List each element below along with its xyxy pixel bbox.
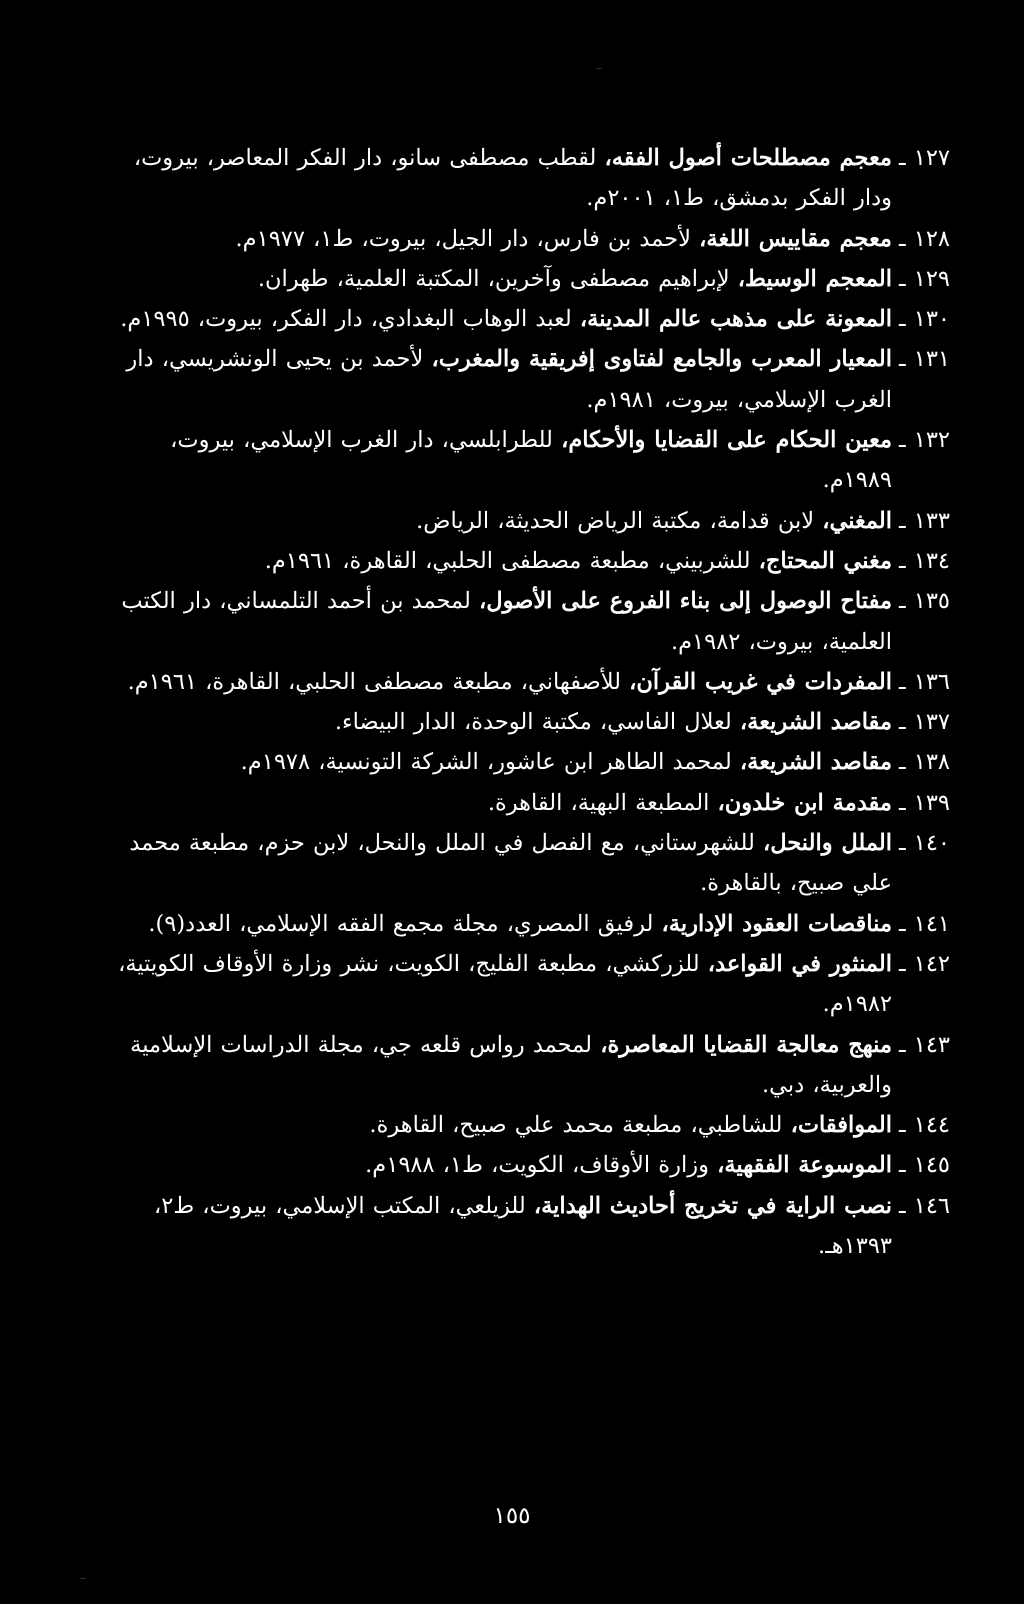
bibliography-entry xyxy=(112,1025,950,1106)
entry-number: ١٣٦ ـ xyxy=(898,668,950,695)
page-number: ١٥٥ xyxy=(493,1503,531,1529)
bibliography-entry xyxy=(112,219,950,259)
entry-number: ١٣٥ ـ xyxy=(898,588,950,615)
scan-speck xyxy=(80,1578,86,1579)
bibliography-entry xyxy=(112,501,950,541)
entry-title: المفردات في غريب القرآن، xyxy=(629,668,892,695)
entry-number: ١٣٤ ـ xyxy=(898,547,950,574)
bibliography-entry xyxy=(112,1145,950,1185)
entry-details: لمحمد بن أحمد التلمساني، دار الكتب العلمية، بيروت، ١٩٨٢م. xyxy=(121,588,892,655)
entry-details: لأحمد بن فارس، دار الجيل، بيروت، ط١، ١٩٧٧م. xyxy=(235,225,700,252)
bibliography-entry xyxy=(112,299,950,339)
entry-title: مغني المحتاج، xyxy=(758,547,892,574)
bibliography-entry xyxy=(112,742,950,782)
entry-details: لعبد الوهاب البغدادي، دار الفكر، بيروت، ١٩٩٥م. xyxy=(120,306,580,333)
bibliography-entry xyxy=(112,581,950,662)
entry-title: مناقصات العقود الإدارية، xyxy=(661,910,892,937)
bibliography-entry xyxy=(112,904,950,944)
entry-details: للشهرستاني، مع الفصل في الملل والنحل، لابن حزم، مطبعة محمد علي صبيح، بالقاهرة. xyxy=(129,830,892,897)
entry-number: ١٣٢ ـ xyxy=(898,427,950,454)
bibliography-entry xyxy=(112,823,950,904)
entry-title: معين الحكام على القضايا والأحكام، xyxy=(561,427,892,454)
entry-title: معجم مصطلحات أصول الفقه، xyxy=(604,145,892,171)
bibliography-list xyxy=(112,138,950,1266)
entry-title: المنثور في القواعد، xyxy=(707,950,892,977)
entry-title: مفتاح الوصول إلى بناء الفروع على الأصول، xyxy=(479,588,892,615)
entry-number: ١٢٩ ـ xyxy=(898,265,950,292)
entry-title: منهج معالجة القضايا المعاصرة، xyxy=(600,1031,892,1058)
entry-details: لمحمد رواس قلعه جي، مجلة الدراسات الإسلامية والعربية، دبي. xyxy=(130,1031,892,1098)
entry-details: لرفيق المصري، مجلة مجمع الفقه الإسلامي، العدد(٩). xyxy=(148,910,662,937)
entry-title: المعيار المعرب والجامع لفتاوى إفريقية والمغرب، xyxy=(431,346,892,373)
bibliography-entry xyxy=(112,420,950,501)
entry-number: ١٤٢ ـ xyxy=(898,950,950,977)
entry-details: وزارة الأوقاف، الكويت، ط١، ١٩٨٨م. xyxy=(365,1152,718,1179)
entry-title: مقاصد الشريعة، xyxy=(739,709,892,736)
bibliography-entry xyxy=(112,944,950,1025)
entry-number: ١٤٥ ـ xyxy=(898,1152,950,1179)
entry-number: ١٣٠ ـ xyxy=(898,306,950,333)
entry-title: معجم مقاييس اللغة، xyxy=(699,225,892,252)
entry-number: ١٣٨ ـ xyxy=(898,749,950,776)
bibliography-entry xyxy=(112,1186,950,1267)
entry-number: ١٤٤ ـ xyxy=(898,1112,950,1139)
bibliography-entry xyxy=(112,339,950,420)
entry-title: المعجم الوسيط، xyxy=(737,265,892,292)
entry-number: ١٢٧ ـ xyxy=(898,145,950,171)
entry-details: للشاطبي، مطبعة محمد علي صبيح، القاهرة. xyxy=(369,1112,791,1139)
entry-details: للزركشي، مطبعة الفليج، الكويت، نشر وزارة الأوقاف الكويتية، ١٩٨٢م. xyxy=(118,950,892,1018)
entry-details: المطبعة البهية، القاهرة. xyxy=(487,789,718,816)
entry-details: للزيلعي، المكتب الإسلامي، بيروت، ط٢، ١٣٩٣هـ. xyxy=(153,1192,892,1260)
entry-title: مقاصد الشريعة، xyxy=(739,749,892,776)
entry-details: لقطب مصطفى سانو، دار الفكر المعاصر، بيروت، ودار الفكر بدمشق، ط١، ٢٠٠١م. xyxy=(133,145,892,212)
entry-number: ١٢٨ ـ xyxy=(898,225,950,252)
bibliography-entry xyxy=(112,783,950,823)
entry-number: ١٤١ ـ xyxy=(898,910,950,937)
entry-title: الملل والنحل، xyxy=(762,830,892,857)
bibliography-entry xyxy=(112,541,950,581)
entry-details: لعلال الفاسي، مكتبة الوحدة، الدار البيضاء. xyxy=(334,709,740,736)
entry-details: لأحمد بن يحيى الونشريسي، دار الغرب الإسلامي، بيروت، ١٩٨١م. xyxy=(126,346,892,413)
entry-title: الموسوعة الفقهية، xyxy=(717,1152,892,1179)
bibliography-entry xyxy=(112,138,950,219)
entry-title: الموافقات، xyxy=(790,1112,892,1139)
entry-details: للشربيني، مطبعة مصطفى الحلبي، القاهرة، ١٩٦١م. xyxy=(264,547,759,574)
entry-number: ١٣٣ ـ xyxy=(898,507,950,534)
entry-details: لإبراهيم مصطفى وآخرين، المكتبة العلمية، طهران. xyxy=(257,265,738,292)
bibliography-entry xyxy=(112,1105,950,1145)
bibliography-entry xyxy=(112,702,950,742)
entry-number: ١٣٧ ـ xyxy=(898,709,950,736)
entry-title: مقدمة ابن خلدون، xyxy=(717,789,892,816)
entry-details: لابن قدامة، مكتبة الرياض الحديثة، الرياض. xyxy=(416,507,823,534)
bibliography-entry xyxy=(112,259,950,299)
bibliography-entry xyxy=(112,662,950,702)
entry-number: ١٣١ ـ xyxy=(898,346,950,373)
entry-details: للطرابلسي، دار الغرب الإسلامي، بيروت، ١٩٨٩م. xyxy=(170,427,892,494)
entry-title: المغني، xyxy=(822,507,892,534)
entry-number: ١٤٦ ـ xyxy=(898,1192,950,1219)
entry-details: للأصفهاني، مطبعة مصطفى الحلبي، القاهرة، ١٩٦١م. xyxy=(127,668,630,695)
entry-number: ١٤٣ ـ xyxy=(898,1031,950,1058)
scan-speck xyxy=(596,68,602,69)
entry-title: المعونة على مذهب عالم المدينة، xyxy=(579,306,892,333)
entry-number: ١٤٠ ـ xyxy=(898,830,950,857)
entry-number: ١٣٩ ـ xyxy=(898,789,950,816)
entry-title: نصب الراية في تخريج أحاديث الهداية، xyxy=(533,1192,892,1219)
entry-details: لمحمد الطاهر ابن عاشور، الشركة التونسية، ١٩٧٨م. xyxy=(240,749,740,776)
